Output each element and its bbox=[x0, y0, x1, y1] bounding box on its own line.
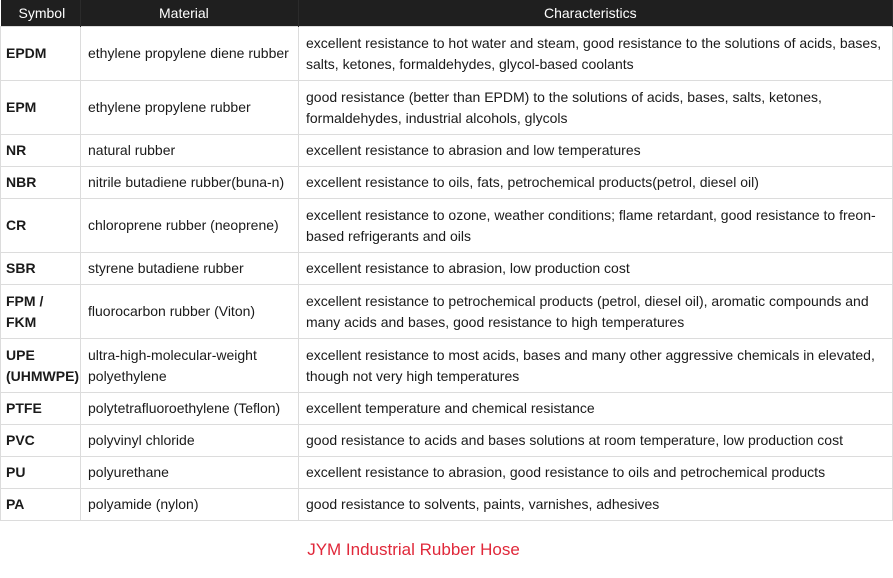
cell-characteristics: excellent resistance to petrochemical products (petrol, diesel oil), aromatic compounds and many acids and bases, good resistance to high temperatures bbox=[299, 285, 893, 339]
cell-characteristics: excellent resistance to oils, fats, petrochemical products(petrol, diesel oil) bbox=[299, 167, 893, 199]
cell-symbol: UPE (UHMWPE) bbox=[1, 339, 81, 393]
header-characteristics: Characteristics bbox=[299, 0, 893, 27]
header-material: Material bbox=[81, 0, 299, 27]
cell-symbol: SBR bbox=[1, 253, 81, 285]
cell-characteristics: good resistance to solvents, paints, varnishes, adhesives bbox=[299, 489, 893, 521]
table-row bbox=[1, 285, 893, 339]
cell-symbol: NBR bbox=[1, 167, 81, 199]
table-row bbox=[1, 199, 893, 253]
cell-material: nitrile butadiene rubber(buna-n) bbox=[81, 167, 299, 199]
cell-characteristics: good resistance (better than EPDM) to the solutions of acids, bases, salts, ketones, formaldehydes, industrial alcohols, glycols bbox=[299, 81, 893, 135]
image-caption: JYM Industrial Rubber Hose bbox=[307, 540, 520, 559]
header-row bbox=[1, 0, 893, 27]
cell-material: natural rubber bbox=[81, 135, 299, 167]
table-row bbox=[1, 253, 893, 285]
cell-characteristics: excellent temperature and chemical resistance bbox=[299, 393, 893, 425]
table-body bbox=[1, 27, 893, 521]
cell-symbol: FPM / FKM bbox=[1, 285, 81, 339]
cell-characteristics: excellent resistance to hot water and steam, good resistance to the solutions of acids, bases, salts, ketones, formaldehydes, glycol-based coolants bbox=[299, 27, 893, 81]
cell-material: polyurethane bbox=[81, 457, 299, 489]
cell-characteristics: excellent resistance to abrasion and low temperatures bbox=[299, 135, 893, 167]
cell-characteristics: excellent resistance to ozone, weather conditions; flame retardant, good resistance to freon-based refrigerants and oils bbox=[299, 199, 893, 253]
cell-characteristics: excellent resistance to most acids, bases and many other aggressive chemicals in elevated, though not very high temperatures bbox=[299, 339, 893, 393]
cell-symbol: PA bbox=[1, 489, 81, 521]
cell-characteristics: good resistance to acids and bases solutions at room temperature, low production cost bbox=[299, 425, 893, 457]
table-header bbox=[1, 0, 893, 27]
table-row bbox=[1, 27, 893, 81]
cell-material: polyamide (nylon) bbox=[81, 489, 299, 521]
cell-material: styrene butadiene rubber bbox=[81, 253, 299, 285]
table-row bbox=[1, 457, 893, 489]
table-row bbox=[1, 81, 893, 135]
cell-characteristics: excellent resistance to abrasion, good resistance to oils and petrochemical products bbox=[299, 457, 893, 489]
table-row bbox=[1, 167, 893, 199]
cell-material: ethylene propylene diene rubber bbox=[81, 27, 299, 81]
cell-material: ultra-high-molecular-weight polyethylene bbox=[81, 339, 299, 393]
table-row bbox=[1, 135, 893, 167]
table-row bbox=[1, 339, 893, 393]
header-symbol: Symbol bbox=[1, 0, 81, 27]
cell-symbol: PVC bbox=[1, 425, 81, 457]
table-row bbox=[1, 393, 893, 425]
cell-symbol: EPM bbox=[1, 81, 81, 135]
cell-symbol: NR bbox=[1, 135, 81, 167]
cell-symbol: PTFE bbox=[1, 393, 81, 425]
cell-material: fluorocarbon rubber (Viton) bbox=[81, 285, 299, 339]
cell-material: polyvinyl chloride bbox=[81, 425, 299, 457]
cell-symbol: PU bbox=[1, 457, 81, 489]
table-row bbox=[1, 489, 893, 521]
cell-material: polytetrafluoroethylene (Teflon) bbox=[81, 393, 299, 425]
cell-characteristics: excellent resistance to abrasion, low production cost bbox=[299, 253, 893, 285]
cell-material: ethylene propylene rubber bbox=[81, 81, 299, 135]
cell-symbol: EPDM bbox=[1, 27, 81, 81]
cell-material: chloroprene rubber (neoprene) bbox=[81, 199, 299, 253]
table-row bbox=[1, 425, 893, 457]
cell-symbol: CR bbox=[1, 199, 81, 253]
